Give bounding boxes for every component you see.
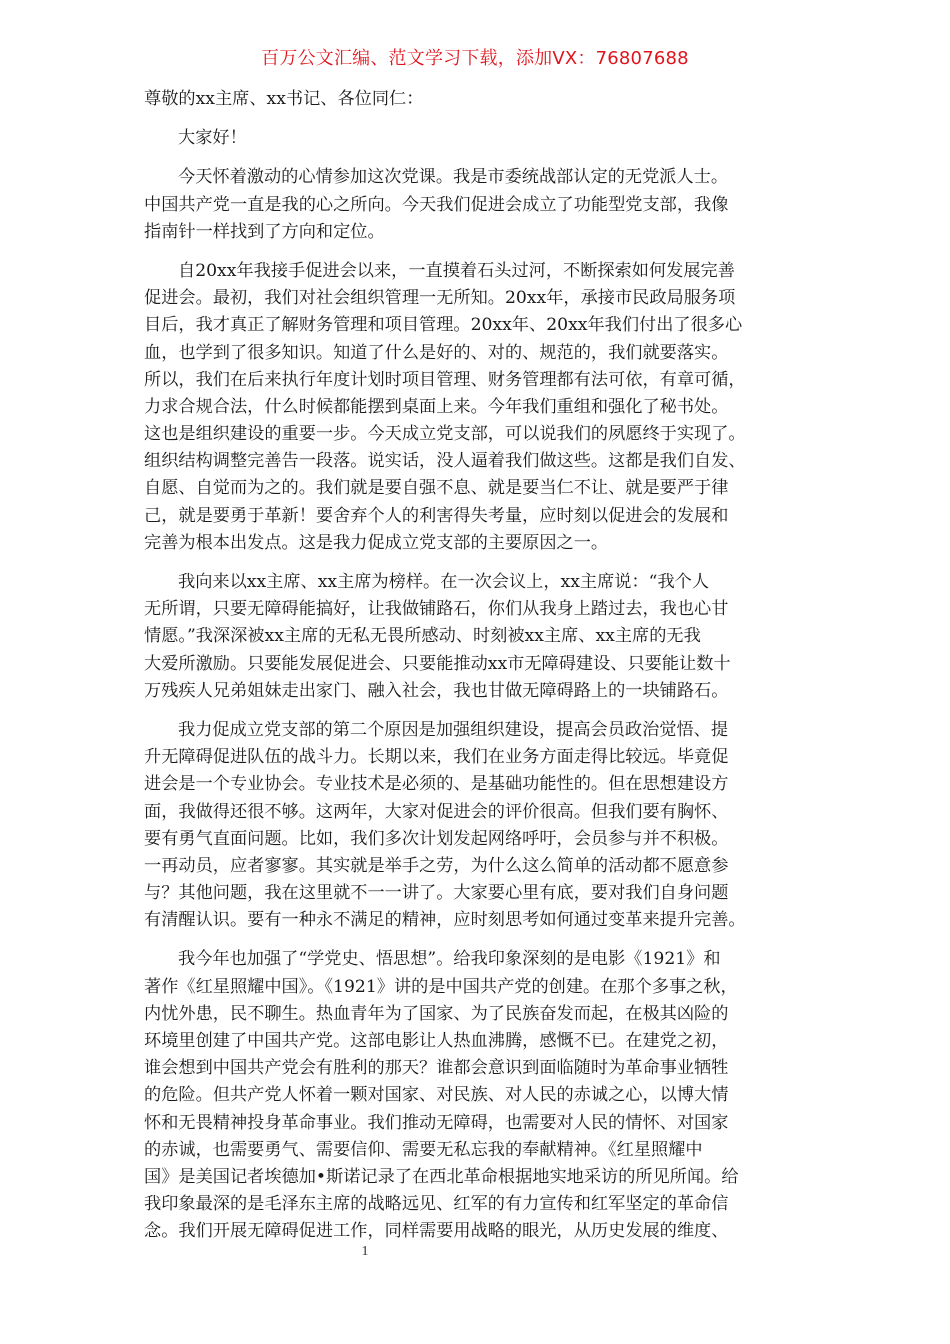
- paragraph-line: 今天怀着激动的心情参加这次党课。我是市委统战部认定的无党派人士。: [178, 167, 729, 188]
- paragraph-line: 的危险。但共产党人怀着一颗对国家、对民族、对人民的赤诚之心，以博大情: [144, 1085, 729, 1106]
- paragraph-line: 目后，我才真正了解财务管理和项目管理。20xx年、20xx年我们付出了很多心: [144, 315, 743, 336]
- paragraph-line: 我向来以xx主席、xx主席为榜样。在一次会议上，xx主席说：“我个人: [178, 572, 710, 592]
- paragraph-line: 指南针一样找到了方向和定位。: [144, 221, 385, 242]
- paragraph-1: [144, 164, 810, 246]
- promo-banner: 百万公文汇编、范文学习下载，添加VX：76807688: [261, 48, 689, 69]
- paragraph-line: 面，我做得还很不够。这两年，大家对促进会的评价很高。但我们要有胸怀、: [144, 801, 729, 822]
- paragraph-4: [144, 717, 810, 935]
- paragraph-line: 有清醒认识。要有一种永不满足的精神，应时刻思考如何通过变革来提升完善。: [144, 910, 746, 931]
- paragraph-2: [144, 258, 810, 557]
- paragraph-line: 念。我们开展无障碍促进工作，同样需要用战略的眼光，从历史发展的维度、: [144, 1221, 729, 1242]
- paragraph-line: 组织结构调整完善告一段落。说实话，没人逼着我们做这些。这都是我们自发、: [144, 451, 746, 472]
- paragraph-line: 的赤诚，也需要勇气、需要信仰、需要无私忘我的奉献精神。《红星照耀中: [144, 1139, 703, 1160]
- greeting: 大家好！: [178, 128, 247, 149]
- paragraph-line: 我力促成立党支部的第二个原因是加强组织建设，提高会员政治觉悟、提: [178, 719, 729, 740]
- paragraph-line: 我今年也加强了“学党史、悟思想”。给我印象深刻的是电影《1921》和: [178, 949, 721, 970]
- salutation: 尊敬的xx主席、xx书记、各位同仁：: [144, 89, 424, 109]
- paragraph-line: 血，也学到了很多知识。知道了什么是好的、对的、规范的，我们就要落实。: [144, 342, 729, 363]
- paragraph-line: 内忧外患，民不聊生。热血青年为了国家、为了民族奋发而起，在极其凶险的: [144, 1003, 729, 1024]
- paragraph-line: 力求合规合法，什么时候都能摆到桌面上来。今年我们重组和强化了秘书处。: [144, 396, 729, 417]
- paragraph-line: 无所谓，只要无障碍能搞好，让我做铺路石，你们从我身上踏过去，我也心甘: [144, 599, 729, 620]
- paragraph-line: 大爱所激励。只要能发展促进会、只要能推动xx市无障碍建设、只要能让数十: [144, 653, 731, 674]
- paragraph-line: 中国共产党一直是我的心之所向。今天我们促进会成立了功能型党支部，我像: [144, 194, 729, 215]
- paragraph-line: 完善为根本出发点。这是我力促成立党支部的主要原因之一。: [144, 532, 609, 553]
- paragraph-line: 情愿。”我深深被xx主席的无私无畏所感动、时刻被xx主席、xx主席的无我: [144, 626, 701, 647]
- paragraph-line: 自愿、自觉而为之的。我们就是要自强不息、就是要当仁不让、就是要严于律: [144, 478, 729, 499]
- paragraph-line: 所以，我们在后来执行年度计划时项目管理、财务管理都有法可依，有章可循，: [144, 369, 746, 390]
- paragraph-line: 环境里创建了中国共产党。这部电影让人热血沸腾，感慨不已。在建党之初，: [144, 1031, 729, 1051]
- paragraph-line: 万残疾人兄弟姐妹走出家门、融入社会，我也甘做无障碍路上的一块铺路石。: [144, 680, 729, 701]
- paragraph-line: 我印象最深的是毛泽东主席的战略远见、红军的有力宣传和红军坚定的革命信: [144, 1194, 729, 1215]
- paragraph-line: 这也是组织建设的重要一步。今天成立党支部，可以说我们的夙愿终于实现了。: [144, 424, 746, 445]
- paragraph-line: 升无障碍促进队伍的战斗力。长期以来，我们在业务方面走得比较远。毕竟促: [144, 747, 729, 768]
- paragraph-line: 怀和无畏精神投身革命事业。我们推动无障碍，也需要对人民的情怀、对国家: [144, 1112, 729, 1133]
- paragraph-line: 国》是美国记者埃德加•斯诺记录了在西北革命根据地实地采访的所见所闻。给: [144, 1166, 739, 1187]
- paragraph-line: 自20xx年我接手促进会以来，一直摸着石头过河，不断探索如何发展完善: [178, 260, 735, 281]
- paragraph-5: [144, 946, 810, 1245]
- paragraph-line: 著作《红星照耀中国》。《1921》讲的是中国共产党的创建。在那个多事之秋，: [144, 976, 738, 997]
- document-body: [144, 86, 810, 1258]
- page-number: 1: [361, 1244, 369, 1259]
- paragraph-line: 己，就是要勇于革新！要舍弃个人的利害得失考量，应时刻以促进会的发展和: [144, 505, 729, 526]
- paragraph-3: [144, 569, 810, 705]
- paragraph-line: 要有勇气直面问题。比如，我们多次计划发起网络呼吁，会员参与并不积极。: [144, 828, 729, 849]
- paragraph-line: 一再动员，应者寥寥。其实就是举手之劳，为什么这么简单的活动都不愿意参: [144, 855, 729, 876]
- paragraph-line: 促进会。最初，我们对社会组织管理一无所知。20xx年，承接市民政局服务项: [144, 288, 736, 309]
- paragraph-line: 与？其他问题，我在这里就不一一讲了。大家要心里有底，要对我们自身问题: [144, 883, 729, 904]
- paragraph-line: 谁会想到中国共产党会有胜利的那天？谁都会意识到面临随时为革命事业牺牲: [144, 1058, 729, 1079]
- paragraph-line: 进会是一个专业协会。专业技术是必须的、是基础功能性的。但在思想建设方: [144, 774, 729, 795]
